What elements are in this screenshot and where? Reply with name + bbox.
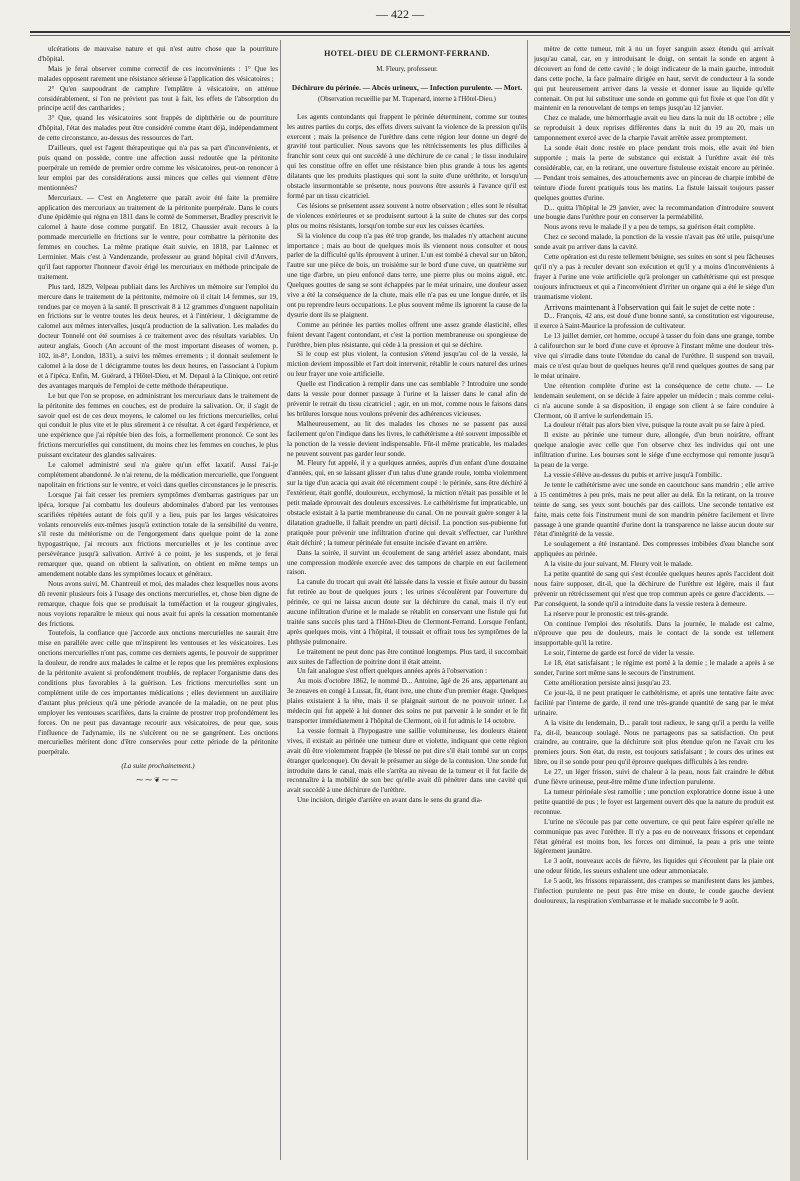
paragraph: Plus tard, 1829, Velpeau publiait dans les Archives un mémoire sur l'emploi du mercure dans le traitement de la péritonite, mémoire où il citait 14 femmes, sur 19, rendues par ce moyen à la santé. Il prescrivait 8 à 12 grammes d'onguent napolitain en frictions sur le ventre toutes les deux heures, et à l'intérieur, 1 décigramme de calomel aux mêmes intervalles, jusqu'à production de la salivation. Les malades du docteur Tonnelé ont été soumises à ce traitement avec des résultats variables. Un auteur anglais, Gooch (An account of the most important diseases of women, p. 102, in-8°, London, 1831), a suivi les mêmes errements ; il donnait seulement le calomel à la dose de 1 décigramme toutes les deux heures, en l'associant à l'opium et à l'ipéca. Enfin, M. Guérard, à l'Hôtel-Dieu, et M. Depaul à la Clinique, ont retiré des avantages marqués de l'emploi de cette méthode thérapeutique. [38,282,278,390]
paragraph: Si la violence du coup n'a pas été trop grande, les malades n'y attachent aucune importance ; mais au bout de quelques mois ils viennent nous consulter et nous parler de la difficulté qu'ils éprouvent à uriner. L'un est tombé à cheval sur un bâton, l'autre sur une pièce de bois, un troisième sur le bord d'une cuve, un quatrième sur une tige d'arbre, un pieu enfoncé dans terre, une pierre plus ou moins aiguë, etc. Quelques gouttes de sang se sont échappées par le méat urinaire, une douleur assez vive a été la conséquence de la chute, mais elle n'a pas eu une longue durée, et ils ont pu reprendre leurs occupations. Le plus souvent même ils ignorent la cause de la dysurie dont ils se plaignent. [287,231,527,319]
paragraph: Chez ce second malade, la ponction de la vessie n'avait pas été utile, puisqu'une sonde avait pu arriver dans la cavité. [534,233,774,252]
paragraph: Dans la soirée, il survint un écoulement de sang artériel assez abondant, mais une compression modérée exercée avec des tampons de charpie en eut facilement raison. [287,548,527,577]
column-2 [287,45,527,1160]
paragraph: On continue l'emploi des résolutifs. Dans la journée, le malade est calme, n'éprouve que peu de douleurs, mais le contact de la sonde est tellement insupportable qu'il la retire. [534,619,774,648]
paragraph: Une rétention complète d'urine est la conséquence de cette chute. — Le lendemain seulement, on se décide à faire appeler un médecin ; mais comme celui-ci n'a aucune sonde à sa disposition, il engage son client à se faire conduire à Clermont, où il arrive le surlendemain 15. [534,381,774,420]
paragraph: Lorsque j'ai fait cesser les premiers symptômes d'embarras gastriques par un ipéca, lorsque j'ai combattu les douleurs abdominales d'abord par les ventouses scarifiées répétées autant de fois qu'il y a lieu, puis par les larges vésicatoires volants renouvelés eux-mêmes jusqu'à extinction totale de la sensibilité du ventre, s'il reste du météorisme ou de l'engorgement dans quelque point de la zone hypogastrique, j'ai recours aux frictions mercurielles et je les continue avec persévérance jusqu'à salivation. Arrivé à ce point, je les suspends, et je ferai remarquer que, quand on obtient la salivation, on obtient en même temps un amendement notable dans les symptômes locaux et généraux. [38,490,278,579]
paragraph: La canule du trocart qui avait été laissée dans la vessie et fixée autour du bassin fut retirée au bout de quelques jours ; les urines s'écoulèrent par l'ouverture du périnée, ce qui ne laissa aucun doute sur la déchirure du canal, mais il n'y eut aucune infiltration d'urine et le malade se rétablit en conservant une fistule qui fut traitée sans succès plus tard à l'Hôtel-Dieu de Clermont-Ferrand. Lorsque l'enfant, après quelques mois, vint à l'hôpital, il toussait et offrait tous les symptômes de la phthysie pulmonaire. [287,578,527,646]
paragraph: Une incision, dirigée d'arrière en avant dans le sens du grand dia- [297,796,483,805]
paragraph: Mais je ferai observer comme correctif de ces inconvénients : 1° Que les malades opposent rarement une résistance sérieuse à l'application des vésicatoires ; [38,64,278,83]
paragraph: A la visite du lendemain, D... paraît tout radieux, le sang qu'il a perdu la veille l'a, dit-il, beaucoup soulagé. Nous ne partageons pas sa satisfaction. On peut craindre, au contraire, que la déchirure soit plus étendue qu'on ne l'avait cru les premiers jours. Son état, du reste, est toujours satisfaisant ; le cours des urines est libre, ou il se sonde pour peu qu'il éprouve quelques difficultés à les rendre. [534,718,774,767]
paragraph: A la visite du jour suivant, M. Fleury voit le malade. [544,560,693,569]
paragraph: M. Fleury fut appelé, il y a quelques années, auprès d'un enfant d'une douzaine d'années, qui, en se laissant glisser d'un talus d'une grande roule, tomba violemment sur la tige d'un acacia qui avait été récemment coupé : le périnée, sans être déchiré à l'extérieur, était gonflé, douloureux, ecchymosé, la miction n'était pas possible et le petit malade éprouvait des douleurs excessives. Le cathétérisme fut impraticable, un obstacle existait à la partie membraneuse du canal. On ne pouvait guère songer à la dilatation graduelle, il fallait prendre un parti décisif. La ponction sus-pubienne fut pratiquée pour prévenir une infiltration d'urine qui devait s'effectuer, car l'urèthre était déchiré ; la tumeur périnéale fut ensuite incisée d'avant en arrière. [287,459,527,547]
column-divider [280,40,281,1160]
column-1 [38,45,278,1160]
paragraph: Malheureusement, au lit des malades les choses ne se passent pas aussi facilement qu'on l'indique dans les livres, le cathétérisme a été souvent impossible et la ponction de la vessie devient indispensable. Fût-il même praticable, les malades ne peuvent souvent pas garder leur sonde. [287,419,527,458]
page-edge [790,0,800,1181]
column-3 [534,45,774,1160]
paragraph: La sonde était donc restée en place pendant trois mois, elle avait été bien supportée ; mais la perte de substance qui existait à l'urèthre avait été très considérable, car, en la retirant, une ouverture fistuleuse existait encore au périnée. — Pendant trois semaines, des attouchements avec un pinceau de charpie imbibé de teinture d'iode furent pratiqués tous les matins. La fistule laissait toujours passer quelques gouttes d'urine. [534,144,774,202]
paragraph: Au mois d'octobre 1862, le nommé D... Antoine, âgé de 26 ans, appartenant au 3e zouaves en congé à Lussat, fit, étant ivre, une chute d'un premier étage. Quelques plaies existaient à la tête, mais il se plaignait surtout de ne pouvoir uriner. Le médecin qui fut appelé à lui donner des soins ne put parvenir à le sonder et le fit transporter immédiatement à l'hôpital de Clermont, où il fut admis le 14 octobre. [287,677,527,725]
paragraph: La réserve pour le pronostic est très-grande. [544,609,669,618]
paragraph: Je tente le cathétérisme avec une sonde en caoutchouc sans mandrin ; elle arrive à 15 centimètres à peu près, mais ne peut aller au delà. En la retirant, on la trouve teinte de sang, ses yeux sont bouchés par des caillots. Une seconde tentative est faite, mais cette fois l'instrument muni de son mandrin pénètre facilement et livre passage à une grande quantité d'urine dont la transparence ne laisse aucun doute sur l'état d'intégrité de la vessie. [534,480,774,539]
paragraph: L'urine ne s'écoule pas par cette ouverture, ce qui peut faire espérer qu'elle ne communique pas avec l'urèthre. Il n'y a pas eu de nouveaux frissons et cependant l'état général est moins bon, les forces ont diminué, la peau a pris une teinte légèrement jaunâtre. [534,817,774,856]
section-header: HOTEL-DIEU DE CLERMONT-FERRAND. [324,49,490,58]
paragraph: La vessie formait à l'hypogastre une saillie volumineuse, les douleurs étaient vives, il existait au périnée une tumeur dure et violette, indiquant que cette région avait dû être violemment frappée (le blessé ne put dire s'il était tombé sur un corps étranger quelconque). On devait le présumer au siège de la contusion. Une sonde fut introduite dans le canal, mais elle s'arrêta au niveau de la tumeur et il fut facile de reconnaître à la mobilité de son bec qu'elle avait dû pénétrer dans une cavité qui avait succédé à une déchirure de l'urèthre. [287,726,527,795]
column-divider [527,40,528,1160]
paragraph: 2° Qu'en saupoudrant de camphre l'emplâtre à vésicatoire, on atténue considérablement, si l'on ne prévient pas tout à fait, les effets de l'absorption du principe actif des cantharides ; [38,84,278,113]
paragraph: La douleur n'était pas alors bien vive, puisque la route avait pu se faire à pied. [544,421,765,430]
header-rule [30,31,790,33]
paragraph: D... quitta l'hôpital le 29 janvier, avec la recommandation d'introduire souvent une bougie dans l'urèthre pour en conserver la perméabilité. [534,203,774,222]
paragraph: La tumeur périnéale s'est ramollie ; une ponction exploratrice donne issue à une petite quantité de pus ; le foyer est largement ouvert dès que la nature du produit est reconnue. [534,787,774,816]
paragraph: Le soir, l'interne de garde est forcé de vider la vessie. [544,649,695,658]
paragraph: 3° Que, quand les vésicatoires sont frappés de diphthérie ou de pourriture d'hôpital, l'état des malades peut être considéré comme étant déjà, indépendamment de cette circonstance, au-dessus des ressources de l'art. [38,114,278,143]
paragraph: Le soulagement a été instantané. Des compresses imbibées d'eau blanche sont appliquées au périnée. [534,540,774,559]
paragraph: Nous avons revu le malade il y a peu de temps, sa guérison était complète. [544,223,756,232]
paragraph: Le 18, état satisfaisant ; le régime est porté à la demie ; le malade a après à se sonder, l'urine sort même sans le secours de l'instrument. [534,659,774,678]
paragraph: Les agents contondants qui frappent le périnée déterminent, comme sur toutes les autres parties du corps, des effets divers suivant la violence de la pression qu'ils exercent ; mais la présence de l'urèthre dans cette région leur donne un degré de gravité tout particulier. Nous savons que les rétrécissements les plus difficiles à franchir sont ceux qui ont succédé à une déchirure de ce canal ; le tissu inodulaire qui les constitue offre en effet une résistance bien plus grande à tous les agents dilatants que les produits plastiques qui sont la suite d'une uréthrite, et lorsqu'un obstacle insurmontable se présente, nous pouvons être assurés à l'avance qu'il est formé par un tissu cicatriciel. [287,112,527,200]
paragraph: Le 3 août, nouveaux accès de fièvre, les liquides qui s'écoulent par la plaie ont une odeur fétide, les sueurs exhalent une odeur ammoniacale. [534,857,774,876]
paragraph: Le traitement ne peut donc pas être continué longtemps. Plus tard, il succombait aux suites de l'affection de poitrine dont il était atteint. [287,647,527,666]
author-line: M. Fleury, professeur. [376,64,438,73]
to-be-continued: (La suite prochainement.) [121,762,195,771]
paragraph: Le 13 juillet dernier, cet homme, occupé à tasser du foin dans une grange, tombe à califourchon sur le bord d'une cuve et éprouve à l'instant même une douleur très-vive qui s'irradie dans toute l'étendue du canal de l'urèthre. Il suspend son travail, mais ce n'est qu'au bout de quelques heures qu'il rend quelques gouttes de sang par le méat urinaire. [534,332,774,380]
header-rule-thin [30,35,790,36]
paragraph: Le 5 août, les frissons reparaissent, des crampes se manifestent dans les jambes, l'infection purulente ne peut pas être mise en doute, le coude gauche devient douloureux, la respiration s'embarrasse et le malade succombe le 9 août. [534,877,774,905]
paragraph: Ces lésions se présentent assez souvent à notre observation ; elles sont le résultat de violences extérieures et se produisent surtout à la suite de chutes sur des corps plus ou moins résistants, lorsqu'on tombe sur eux les cuisses écartées. [287,201,527,230]
paragraph: Il existe au périnée une tumeur dure, allongée, d'un brun noirâtre, offrant quelque analogie avec celle que l'on observe chez les individus qui ont une infiltration d'urine. Les bourses sont le siége d'une ecchymose qui remonte jusqu'à la peau de la verge. [534,431,774,470]
paragraph: Comme au périnée les parties molles offrent une assez grande élasticité, elles fuient devant l'agent contondant, et c'est la portion membraneuse ou spongieuse de l'urèthre, bien plus résistante, qui cède à la pression et qui se déchire. [287,320,527,349]
paragraph: Le 27, un léger frisson, suivi de chaleur à la peau, nous fait craindre le début d'une fièvre urineuse, peut-être même d'une infection purulente. [534,768,774,787]
paragraph: Un fait analogue s'est offert quelques années après à l'observation : [297,667,487,676]
ornament: ⁓⁓❦⁓⁓ [136,776,180,785]
paragraph: Cette opération est du reste tellement bénigne, ses suites en sont si peu fâcheuses qu'il n'y a pas à reculer devant son exécution et qu'il y a moins d'inconvénients à frayer à l'urine une voie artificielle qu'à prolonger un cathétérisme qui est presque toujours infructueux et qui a l'inconvénient d'irriter un organe qui a été le siége d'un traumatisme violent. [534,253,774,301]
page-number: — 422 — [376,7,424,21]
paragraph: Chez ce malade, une hémorrhagie avait eu lieu dans la nuit du 18 octobre ; elle se reproduisit à deux reprises différentes dans la nuit du 19 au 20, mais un tamponnement exercé avec de la charpie l'avait arrêtée assez promptement. [534,114,774,143]
paragraph: Nous avons suivi, M. Chantreuil et moi, des malades chez lesquelles nous avons dû revenir plusieurs fois à l'usage des onctions mercurielles, et, chose bien digne de remarque, chaque fois que se produisait la tuméfaction et la rougeur gingivales, nous voyions reparaître le mieux qui nous avait fui après la cessation momentanée des frictions. [38,579,278,628]
paragraph: Le but que l'on se propose, en administrant les mercuriaux dans le traitement de la péritonite des femmes en couches, est de produire la salivation. Or, il s'agit de savoir quel est de ces deux moyens, le calomel ou les frictions mercurielles, celui qui conduit le plus vite et le plus sûrement à ce résultat. A cet égard l'expérience, et une expérience que j'ai répétée bien des fois, a formellement prononcé. Ce sont les frictions mercurielles qui constituent, du moins chez les femmes en couches, le plus puissant excitateur des glandes salivaires. [38,391,278,460]
paragraph: D... François, 42 ans, est doué d'une bonne santé, sa constitution est vigoureuse, il exerce à Saint-Maurice la profession de cultivateur. [534,312,774,331]
paragraph: Ce jour-là, il ne peut pratiquer le cathétérisme, et après une tentative faite avec facilité par l'interne de garde, il rend une très-grande quantité de sang par le méat urinaire. [534,688,774,717]
paragraph: Quelle est l'indication à remplir dans une cas semblable ? Introduire une sonde dans la vessie pour donner passage à l'urine et la laisser dans le canal afin de prévenir le retrait du tissu cicatriciel ; agir, en un mot, comme nous le faisons dans les brûlures lorsque nous voulons prévenir des adhérences vicieuses. [287,380,527,418]
article-title: Déchirure du périnée. — Abcès urineux, — Infection purulente. — Mort. [291,82,523,92]
observation-note: (Observation recueillie par M. Trapenard, interne à l'Hôtel-Dieu.) [318,95,496,103]
paragraph: Cette amélioration persiste ainsi jusqu'au 23. [544,679,671,687]
paragraph: D'ailleurs, quel est l'agent thérapeutique qui n'a pas sa part d'inconvénients, et puis quand on possède, contre une affection aussi redoutée que la péritonite puerpérale un remède de premier ordre comme les vésicatoires, peut-on renoncer à leur emploi par des considérations aussi minces que celles qui viennent d'être mentionnées? [38,144,278,192]
paragraph: ulcérations de mauvaise nature et qui n'est autre chose que la pourriture d'hôpital. [38,45,278,63]
paragraph: Le calomel administré seul n'a guère qu'un effet laxatif. Aussi l'ai-je complétement abandonné. Je n'ai retenu, de la médication mercurielle, que l'onguent napolitain en frictions sur le ventre, et voici dans quelles circonstances je le prescris. [38,461,278,489]
paragraph: La vessie s'élève au-dessus du pubis et arrive jusqu'à l'ombilic. [544,470,722,479]
subheading: Arrivons maintenant à l'observation qui fait le sujet de cette note : [544,302,755,312]
paragraph: Si le coup est plus violent, la contusion s'étend jusqu'au col de la vessie, la miction devient impossible et l'art doit intervenir, rétablir le cours naturel des urines ou leur frayer une voie artificielle. [287,350,527,379]
paragraph: La petite quantité de sang qui s'est écoulée quelques heures après l'accident doit nous faire supposer, dit-il, que la déchirure de l'urèthre est légère, mais il faut prévenir un rétrécissement qui n'est que trop commun après ce genre d'accidents. — Par conséquent, la sonde qu'il a introduite dans la vessie restera à demeure. [534,570,774,608]
paragraph: Toutefois, la confiance que j'accorde aux onctions mercurielles ne saurait être mise en parallèle avec celle que m'inspirent les ventouses et les vésicatoires. Les onctions mercurielles n'ont pas, comme ces derniers agents, le pouvoir de supprimer la douleur, de rendre aux malades le calme et le repos que les premières explosions de la péritonite avaient si profondément troublés, de replacer l'organisme dans des conditions plus favorables à la guérison. Les frictions mercurielles sont un complément utile de ces importantes médications ; elles deviennent un auxiliaire d'autant plus précieux qu'à une période avancée de la maladie, on ne peut plus employer les ventouses scarifiées, dans la crainte de prostrer trop profondément les forces. On ne peut pas davantage recourir aux vésicatoires, de peur que, sous l'influence de l'adynamie, ils ne s'ulcèrent ou ne se gangrènent. Les onctions mercurielles méritent donc d'être conservées pour cette période de la péritonite puerpérale. [38,629,278,757]
paragraph: Mercuriaux. — C'est en Angleterre que paraît avoir été faite la première application des mercuriaux au traitement de la péritonite puerpérale. Dans le cours d'une épidémie qui régna en 1811 dans le comté de Sommerset, Bradley prescrivit le calomel à haute dose comme purgatif. En 1812, Chaussier avait recours à la pommade mercurielle en frictions sur le ventre, pour combattre la péritonite des femmes en couches. La même pratique était suivie, en 1818, par Laënnec et Lerminier. Mais c'est à Vandenzande, professeur au grand hôpital civil d'Anvers, qu'il faut rapporter l'honneur d'avoir érigé les mercuriaux en méthode principale de traitement. [38,193,278,281]
paragraph: mètre de cette tumeur, mit à nu un foyer sanguin assez étendu qui arrivait jusqu'au canal, car, en y introduisant le doigt, on sentait la sonde en argent à découvert au fond de cette cavité ; le doigt indicateur de la main gauche, introduit dans cette poche, la face palmaire dirigée en haut, servit de conducteur à la sonde qui put heureusement arriver dans la vessie et donner issue au liquide qu'elle contenait. On put lui substituer une sonde en gomme qui fut fixée et que l'on dût y maintenir en la renouvelant de temps en temps jusqu'au 12 janvier. [534,45,774,113]
